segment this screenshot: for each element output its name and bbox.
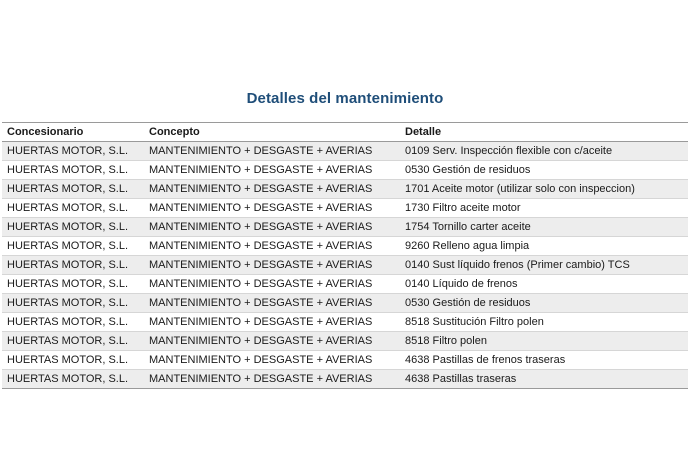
table-body <box>2 142 688 389</box>
cell-detalle: 1754 Tornillo carter aceite <box>400 218 688 237</box>
cell-concepto: MANTENIMIENTO + DESGASTE + AVERIAS <box>144 332 400 351</box>
cell-detalle: 0140 Líquido de frenos <box>400 275 688 294</box>
cell-concepto: MANTENIMIENTO + DESGASTE + AVERIAS <box>144 351 400 370</box>
cell-detalle: 0530 Gestión de residuos <box>400 161 688 180</box>
cell-detalle: 4638 Pastillas de frenos traseras <box>400 351 688 370</box>
cell-detalle: 0109 Serv. Inspección flexible con c/aceite <box>400 142 688 161</box>
cell-detalle: 1701 Aceite motor (utilizar solo con inspeccion) <box>400 180 688 199</box>
table-row <box>2 199 688 218</box>
table-row <box>2 161 688 180</box>
header-concesionario: Concesionario <box>2 123 144 142</box>
table-row <box>2 256 688 275</box>
cell-detalle: 1730 Filtro aceite motor <box>400 199 688 218</box>
cell-detalle: 9260 Relleno agua limpia <box>400 237 688 256</box>
cell-concesionario: HUERTAS MOTOR, S.L. <box>2 351 144 370</box>
table-row <box>2 218 688 237</box>
maintenance-table-container <box>2 122 688 389</box>
page-title: Detalles del mantenimiento <box>246 90 444 107</box>
cell-detalle: 8518 Sustitución Filtro polen <box>400 313 688 332</box>
header-detalle: Detalle <box>400 123 688 142</box>
header-concepto: Concepto <box>144 123 400 142</box>
cell-concesionario: HUERTAS MOTOR, S.L. <box>2 218 144 237</box>
table-row <box>2 370 688 389</box>
cell-concepto: MANTENIMIENTO + DESGASTE + AVERIAS <box>144 275 400 294</box>
table-row <box>2 294 688 313</box>
table-row <box>2 351 688 370</box>
cell-concepto: MANTENIMIENTO + DESGASTE + AVERIAS <box>144 256 400 275</box>
cell-concesionario: HUERTAS MOTOR, S.L. <box>2 275 144 294</box>
table-row <box>2 332 688 351</box>
table-row <box>2 313 688 332</box>
header-row <box>2 123 688 142</box>
cell-concepto: MANTENIMIENTO + DESGASTE + AVERIAS <box>144 142 400 161</box>
cell-detalle: 0140 Sust líquido frenos (Primer cambio) TCS <box>400 256 688 275</box>
cell-concesionario: HUERTAS MOTOR, S.L. <box>2 313 144 332</box>
cell-concepto: MANTENIMIENTO + DESGASTE + AVERIAS <box>144 237 400 256</box>
maintenance-table <box>2 122 688 389</box>
cell-concesionario: HUERTAS MOTOR, S.L. <box>2 294 144 313</box>
cell-detalle: 0530 Gestión de residuos <box>400 294 688 313</box>
table-row <box>2 180 688 199</box>
cell-concesionario: HUERTAS MOTOR, S.L. <box>2 180 144 199</box>
cell-concesionario: HUERTAS MOTOR, S.L. <box>2 142 144 161</box>
cell-concepto: MANTENIMIENTO + DESGASTE + AVERIAS <box>144 294 400 313</box>
cell-concesionario: HUERTAS MOTOR, S.L. <box>2 332 144 351</box>
cell-concepto: MANTENIMIENTO + DESGASTE + AVERIAS <box>144 199 400 218</box>
cell-concesionario: HUERTAS MOTOR, S.L. <box>2 370 144 389</box>
table-row <box>2 275 688 294</box>
table-header <box>2 123 688 142</box>
cell-concepto: MANTENIMIENTO + DESGASTE + AVERIAS <box>144 180 400 199</box>
cell-concesionario: HUERTAS MOTOR, S.L. <box>2 237 144 256</box>
cell-concesionario: HUERTAS MOTOR, S.L. <box>2 199 144 218</box>
cell-concepto: MANTENIMIENTO + DESGASTE + AVERIAS <box>144 218 400 237</box>
cell-detalle: 8518 Filtro polen <box>400 332 688 351</box>
cell-concepto: MANTENIMIENTO + DESGASTE + AVERIAS <box>144 313 400 332</box>
cell-concesionario: HUERTAS MOTOR, S.L. <box>2 256 144 275</box>
cell-concesionario: HUERTAS MOTOR, S.L. <box>2 161 144 180</box>
cell-detalle: 4638 Pastillas traseras <box>400 370 688 389</box>
cell-concepto: MANTENIMIENTO + DESGASTE + AVERIAS <box>144 161 400 180</box>
table-row <box>2 237 688 256</box>
table-row <box>2 142 688 161</box>
cell-concepto: MANTENIMIENTO + DESGASTE + AVERIAS <box>144 370 400 389</box>
